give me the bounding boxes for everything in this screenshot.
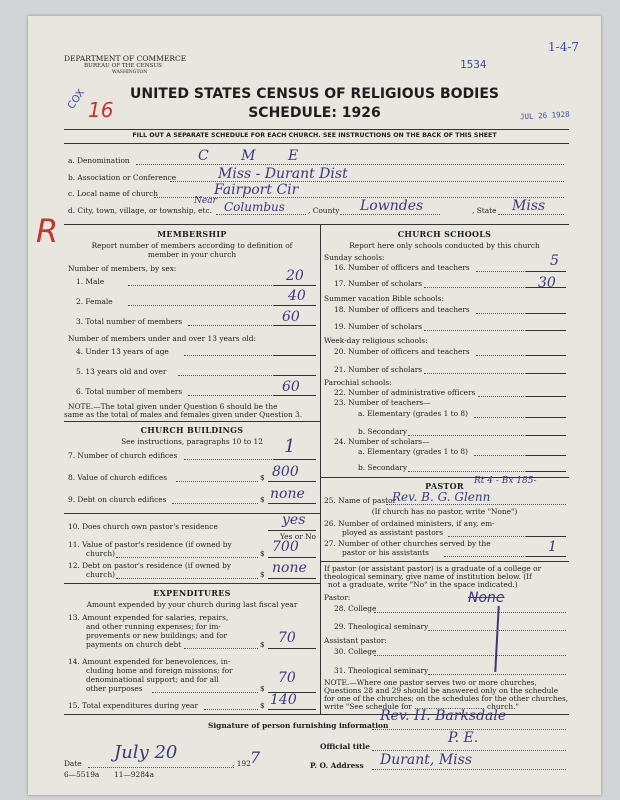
q1-male-value: 20: [286, 268, 304, 284]
membership-sub1: Report number of members according to definition of: [91, 241, 293, 250]
q6-total-label: 6. Total number of members: [76, 387, 183, 396]
q28-label: 28. College: [334, 604, 377, 613]
q17-value: 30: [538, 275, 556, 291]
county-label: , County: [308, 206, 340, 215]
q14-label-4: other purposes: [86, 684, 143, 693]
graduate-note-1: If pastor (or assistant pastor) is a graduate of a college or: [324, 564, 542, 573]
q17-label: 17. Number of scholars: [334, 279, 423, 288]
q9-debt-label: 9. Debt on church edifices: [68, 495, 167, 504]
q29-label: 29. Theological seminary: [334, 622, 429, 631]
q7-edifices-label: 7. Number of church edifices: [68, 451, 178, 460]
q24b-label: b. Secondary: [358, 463, 408, 472]
red-r-mark: R: [36, 212, 59, 250]
signature-value: Rev. H. Barksdale: [380, 708, 507, 724]
q13-label-3: provements or new buildings; and for: [86, 631, 228, 640]
q13-dollar: $: [260, 640, 265, 649]
parochial-schools-heading: Parochial schools:: [324, 378, 392, 387]
membership-sub2: member in your church: [147, 250, 237, 259]
q14-value: 70: [278, 670, 296, 686]
bureau-label: BUREAU OF THE CENSUS: [84, 63, 163, 69]
age-heading: Number of members under and over 13 years old:: [68, 334, 256, 343]
expenditures-title: EXPENDITURES: [153, 588, 231, 598]
association-value: Miss - Durant Dist: [218, 166, 348, 182]
q14-label-2: cluding home and foreign missions; for: [86, 666, 233, 675]
schools-title: CHURCH SCHOOLS: [397, 229, 492, 239]
state-label: , State: [472, 206, 497, 215]
buildings-sub: See instructions, paragraphs 10 to 12: [121, 437, 263, 446]
pastor-note-1: NOTE.—Where one pastor serves two or more churches,: [324, 678, 537, 687]
q27-label-1: 27. Number of other churches served by the: [324, 539, 491, 548]
q4-under13-label: 4. Under 13 years of age: [76, 347, 169, 356]
form-title: UNITED STATES CENSUS OF RELIGIOUS BODIES: [129, 86, 500, 102]
q12-dollar: $: [260, 570, 265, 579]
local-name-value: Fairport Cir: [214, 182, 299, 198]
summer-schools-heading: Summer vacation Bible schools:: [324, 294, 444, 303]
q16-value: 5: [550, 253, 559, 269]
local-name-label: c. Local name of church: [68, 189, 158, 198]
graduate-note-2: theological seminary, give name of institution below. (If: [324, 572, 532, 581]
q3-total-value: 60: [282, 309, 300, 325]
q21-label: 21. Number of scholars: [334, 365, 423, 374]
membership-title: MEMBERSHIP: [157, 229, 227, 239]
official-title-value: P. E.: [448, 730, 479, 746]
q8-value-label: 8. Value of church edifices: [68, 473, 167, 482]
census-schedule-sheet: [28, 16, 601, 795]
pastor-note-3: for one of the churches; on the schedules for the other churches,: [324, 694, 569, 703]
form-number-1: 6—5519a: [64, 770, 100, 779]
county-value: Lowndes: [360, 198, 424, 214]
q23-label: 23. Number of teachers—: [334, 398, 431, 407]
city-near: Near: [194, 196, 217, 206]
q23a-label: a. Elementary (grades 1 to 8): [358, 409, 469, 418]
pastor-title: PASTOR: [425, 481, 464, 491]
q16-label: 16. Number of officers and teachers: [334, 263, 470, 272]
q7-edifices-value: 1: [284, 436, 296, 457]
denomination-label: a. Denomination: [68, 156, 130, 165]
received-date-stamp: JUL 26 1928: [519, 109, 570, 122]
signature-label: Signature of person furnishing information: [208, 721, 389, 730]
q12-residence-debt-label-1: 12. Debt on pastor's residence (if owned by: [68, 561, 232, 570]
q26-label-2: ployed as assistant pastors: [342, 528, 444, 537]
year-label: , 192: [232, 759, 251, 768]
q6-total-value: 60: [282, 379, 300, 395]
q30-label: 30. College: [334, 647, 377, 656]
q31-label: 31. Theological seminary: [334, 666, 429, 675]
q18-label: 18. Number of officers and teachers: [334, 305, 470, 314]
q11-residence-value-label-2: church): [86, 549, 115, 558]
year-value: 7: [250, 748, 261, 767]
form-schedule: SCHEDULE: 1926: [248, 105, 381, 121]
city-value: Columbus: [224, 200, 285, 214]
q26-label-1: 26. Number of ordained ministers, if any, em-: [324, 519, 495, 528]
q13-label-2: and other running expenses; for im-: [86, 622, 221, 631]
corner-code: 1-4-7: [548, 40, 580, 54]
q19-label: 19. Number of scholars: [334, 322, 423, 331]
q15-label: 15. Total expenditures during year: [68, 701, 198, 710]
yes-or-no-caption: Yes or No: [280, 532, 316, 541]
schools-sub: Report here only schools conducted by this church: [349, 241, 540, 250]
official-title-label: Official title: [320, 742, 370, 751]
red-sixteen-mark: 16: [88, 98, 114, 122]
state-value: Miss: [512, 198, 546, 214]
q10-own-residence-label: 10. Does church own pastor's residence: [68, 522, 218, 531]
membership-note1: NOTE.—The total given under Question 6 should be the: [68, 402, 278, 411]
q14-dollar: $: [260, 684, 265, 693]
members-by-sex: Number of members, by sex:: [68, 264, 177, 273]
q13-label-4: payments on church debt: [86, 640, 182, 649]
form-number-2: 11—9284a: [114, 770, 155, 779]
q27-label-2: pastor or his assistants: [342, 548, 429, 557]
q11-residence-value-label-1: 11. Value of pastor's residence (if owned by: [68, 540, 232, 549]
form-instruction: FILL OUT A SEPARATE SCHEDULE FOR EACH CHURCH. SEE INSTRUCTIONS ON THE BACK OF THIS SHEET: [132, 132, 497, 139]
date-label: Date: [64, 759, 82, 768]
assistant-pastor-label: Assistant pastor:: [324, 636, 387, 645]
po-address-label: P. O. Address: [310, 761, 364, 770]
pastor-sub-label: Pastor:: [324, 593, 351, 602]
q9-dollar: $: [260, 495, 265, 504]
weekday-schools-heading: Week-day religious schools:: [324, 336, 428, 345]
q25-sub: (If church has no pastor, write "None"): [371, 507, 518, 516]
q25-value: Rev. B. G. Glenn: [392, 490, 491, 504]
q20-label: 20. Number of officers and teachers: [334, 347, 470, 356]
q13-label-1: 13. Amount expended for salaries, repairs,: [68, 613, 229, 622]
q12-residence-debt-label-2: church): [86, 570, 115, 579]
q8-dollar: $: [260, 473, 265, 482]
q13-value: 70: [278, 630, 296, 646]
q8-value-value: 800: [272, 464, 299, 480]
pastor-note-4: write "See schedule for .............................. church.": [324, 702, 519, 711]
denomination-value: C M E: [198, 148, 313, 164]
q15-dollar: $: [260, 701, 265, 710]
po-address-value: Durant, Miss: [380, 752, 473, 768]
city-label: d. City, town, village, or township, etc.: [68, 206, 213, 215]
q22-label: 22. Number of administrative officers: [334, 388, 476, 397]
association-label: b. Association or Conference: [68, 173, 177, 182]
q15-value: 140: [270, 692, 297, 708]
q1-male-label: 1. Male: [76, 277, 105, 286]
sunday-schools-heading: Sunday schools:: [324, 253, 385, 262]
q9-debt-value: none: [270, 486, 305, 502]
q11-residence-value-value: 700: [272, 539, 299, 555]
q14-label-3: denominational support; and for all: [86, 675, 219, 684]
q24a-label: a. Elementary (grades 1 to 8): [358, 447, 469, 456]
dept-label: DEPARTMENT OF COMMERCE: [64, 54, 187, 63]
pastor-route-note: Rt 4 - Bx 185-: [474, 476, 537, 486]
q3-total-label: 3. Total number of members: [76, 317, 183, 326]
q10-own-residence-value: yes: [282, 512, 306, 528]
q12-residence-debt-value: none: [272, 560, 307, 576]
pastor-note-2: Questions 28 and 29 should be answered only on the schedule: [324, 686, 559, 695]
number-stamp: 1534: [460, 58, 487, 71]
q14-label-1: 14. Amount expended for benevolences, in-: [68, 657, 231, 666]
graduate-note-3: not a graduate, write "No" in the space indicated.): [328, 580, 518, 589]
q24-label: 24. Number of scholars—: [334, 437, 430, 446]
q23b-label: b. Secondary: [358, 427, 408, 436]
washington-label: WASHINGTON: [112, 70, 148, 75]
date-value: July 20: [114, 742, 178, 763]
q11-dollar: $: [260, 549, 265, 558]
membership-note2: same as the total of males and females given under Question 3.: [64, 410, 303, 419]
q5-13andover-label: 5. 13 years old and over: [76, 367, 167, 376]
buildings-title: CHURCH BUILDINGS: [140, 425, 244, 435]
expenditures-sub: Amount expended by your church during last fiscal year: [86, 600, 298, 609]
cox-mark: COX: [65, 87, 88, 112]
q2-female-value: 40: [288, 288, 306, 304]
q2-female-label: 2. Female: [76, 297, 113, 306]
q25-label: 25. Name of pastor: [324, 496, 397, 505]
q27-value: 1: [548, 539, 557, 555]
q28-value: None: [468, 590, 505, 606]
